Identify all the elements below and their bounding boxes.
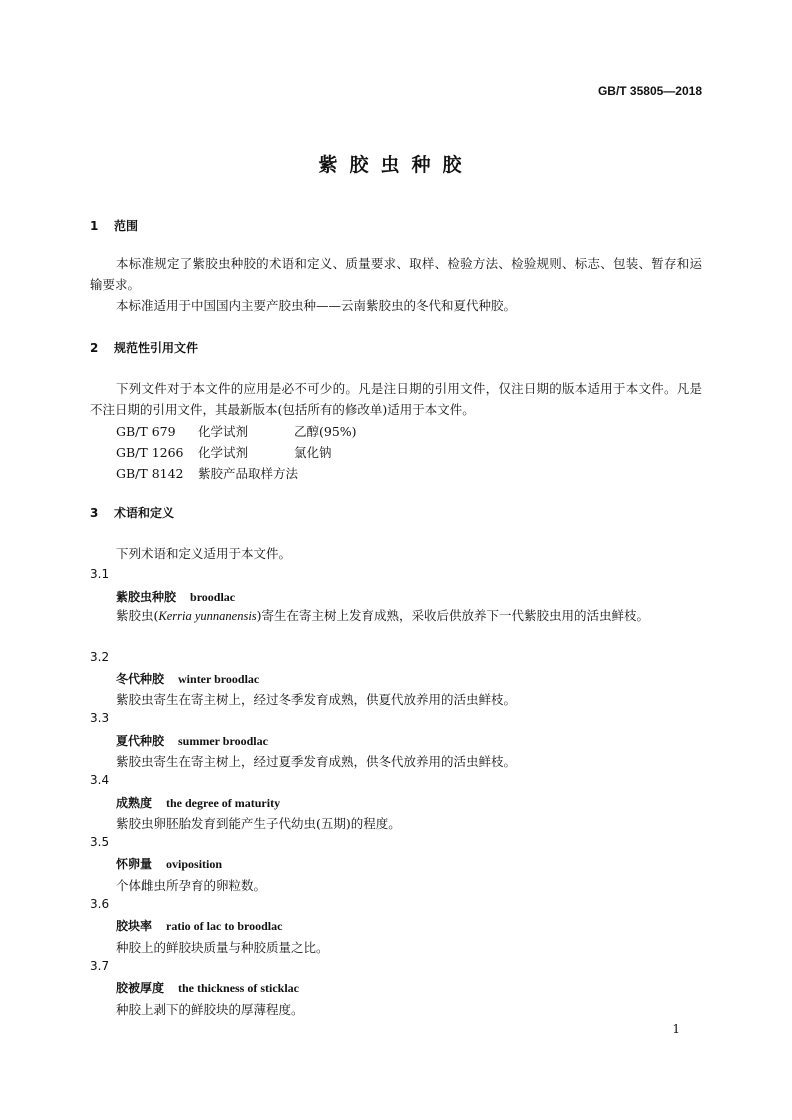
definition-text: )寄生在寄主树上发育成熟，采收后供放养下一代紫胶虫用的活虫鲜枝。 — [256, 608, 650, 623]
reference-code: GB/T 679 — [116, 424, 176, 439]
term-definition: 紫胶虫卵胚胎发育到能产生子代幼虫(五期)的程度。 — [116, 816, 401, 831]
term-en: winter broodlac — [178, 672, 260, 686]
term-heading — [116, 670, 259, 687]
section-number: 2 — [90, 341, 99, 355]
term-heading — [116, 979, 299, 996]
page-number: 1 — [672, 1022, 680, 1036]
clause-number: 3.1 — [90, 567, 110, 581]
document-title: 紫胶虫种胶 — [318, 154, 474, 176]
clause-number: 3.6 — [90, 897, 110, 911]
term-en: summer broodlac — [178, 734, 268, 748]
clause-number: 3.2 — [90, 650, 110, 664]
reference-item — [116, 422, 357, 440]
reference-code: GB/T 8142 — [116, 466, 184, 481]
latin-name: Kerria yunnanensis — [158, 609, 257, 623]
reference-category: 化学试剂 — [198, 445, 249, 460]
term-heading — [116, 917, 282, 934]
term-heading — [116, 794, 280, 811]
term-heading — [116, 732, 268, 749]
terms-intro: 下列术语和定义适用于本文件。 — [116, 546, 292, 561]
term-zh: 紫胶虫种胶 — [116, 590, 177, 604]
reference-title: 乙醇(95%) — [294, 424, 357, 439]
term-definition: 个体雌虫所孕育的卵粒数。 — [116, 878, 267, 893]
section-number: 3 — [90, 506, 99, 520]
term-heading — [116, 588, 235, 605]
clause-number: 3.3 — [90, 711, 110, 725]
section-2-heading — [90, 339, 198, 356]
reference-item — [116, 443, 332, 461]
section-number: 1 — [90, 219, 99, 233]
term-definition: 种胶上剥下的鲜胶块的厚薄程度。 — [116, 1002, 304, 1017]
definition-text: 紫胶虫( — [116, 608, 159, 623]
term-en: broodlac — [190, 590, 236, 604]
reference-code: GB/T 1266 — [116, 445, 184, 460]
term-definition: 紫胶虫寄生在寄主树上，经过夏季发育成熟，供冬代放养用的活虫鲜枝。 — [116, 754, 517, 769]
term-zh: 成熟度 — [116, 796, 153, 810]
section-title: 规范性引用文件 — [114, 341, 199, 355]
references-paragraph: 下列文件对于本文件的应用是必不可少的。凡是注日期的引用文件，仅注日期的版本适用于本文件。凡是不注日期的引用文件，其最新版本(包括所有的修改单)适用于本文件。 — [90, 381, 702, 417]
term-en: oviposition — [166, 857, 223, 871]
term-zh: 冬代种胶 — [116, 672, 165, 686]
reference-category: 化学试剂 — [198, 424, 249, 439]
clause-number: 3.4 — [90, 773, 110, 787]
term-zh: 胶块率 — [116, 919, 153, 933]
scope-paragraph-1: 本标准规定了紫胶虫种胶的术语和定义、质量要求、取样、检验方法、检验规则、标志、包装、暂存和运输要求。 — [90, 256, 702, 292]
section-1-heading — [90, 217, 138, 234]
section-title: 术语和定义 — [114, 506, 175, 520]
standard-number: GB/T 35805—2018 — [597, 84, 702, 98]
reference-title: 氯化钠 — [294, 445, 332, 460]
term-definition: 紫胶虫寄生在寄主树上，经过冬季发育成熟，供夏代放养用的活虫鲜枝。 — [116, 692, 517, 707]
term-zh: 怀卵量 — [116, 857, 153, 871]
scope-paragraph-2: 本标准适用于中国国内主要产胶虫种——云南紫胶虫的冬代和夏代种胶。 — [116, 298, 517, 313]
term-en: ratio of lac to broodlac — [166, 919, 283, 933]
section-3-heading — [90, 504, 174, 521]
term-en: the thickness of sticklac — [178, 981, 300, 995]
term-definition — [90, 605, 702, 627]
reference-item — [116, 464, 298, 482]
clause-number: 3.5 — [90, 835, 110, 849]
term-en: the degree of maturity — [166, 796, 281, 810]
term-heading — [116, 855, 222, 872]
clause-number: 3.7 — [90, 959, 110, 973]
term-zh: 胶被厚度 — [116, 981, 165, 995]
section-title: 范围 — [114, 219, 139, 233]
term-definition: 种胶上的鲜胶块质量与种胶质量之比。 — [116, 940, 329, 955]
term-zh: 夏代种胶 — [116, 734, 165, 748]
reference-title: 紫胶产品取样方法 — [198, 466, 299, 481]
